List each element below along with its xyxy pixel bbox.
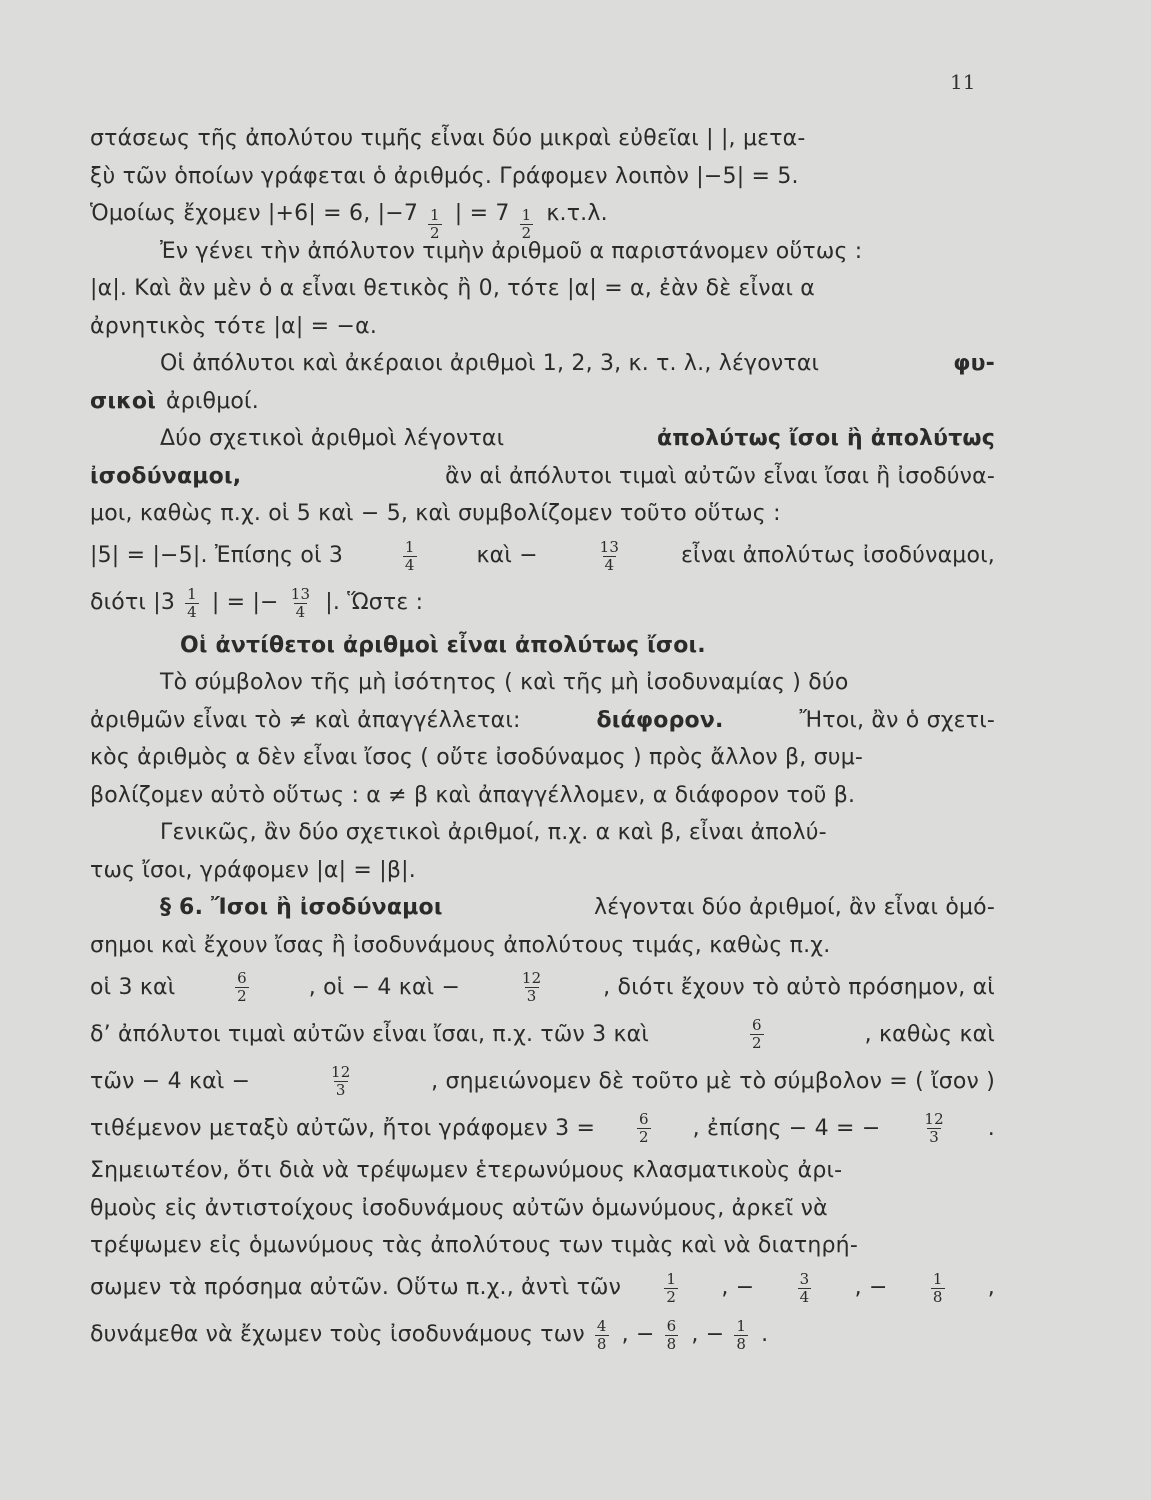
text-line: δυνάμεθα νὰ ἔχωμεν τοὺς ἰσοδυνάμους των $\frac{4}{8}$ , − $\frac{6}{8}$ , − $\frac{1}{8}$ . <box>90 1316 769 1353</box>
fraction: $\frac{1}{2}$ <box>521 206 532 242</box>
text-line: στάσεως τῆς ἀπολύτου τιμῆς εἶναι δύο μικραὶ εὐθεῖαι | |, μετα- <box>90 126 806 151</box>
fraction: $\frac{12}{3}$ <box>521 969 542 1005</box>
fraction: $\frac{12}{3}$ <box>330 1063 351 1099</box>
fraction: $\frac{6}{2}$ <box>639 1110 649 1146</box>
text-line: Δύο σχετικοὶ ἀριθμοὶ λέγονται ἀπολύτως ἴσοι ἢ ἀπολύτως <box>90 420 995 458</box>
page-number: 11 <box>950 70 976 94</box>
fraction: $\frac{1}{8}$ <box>736 1316 747 1353</box>
fraction: $\frac{4}{8}$ <box>596 1316 607 1353</box>
text-line: θμοὺς εἰς ἀντιστοίχους ἰσοδυνάμους αὐτῶν ὁμωνύμους, ἀρκεῖ νὰ <box>90 1195 828 1221</box>
text-line: τιθέμενον μεταξὺ αὐτῶν, ἤτοι γράφομεν 3 = $\frac{6}{2}$ , ἐπίσης − 4 = − $\frac{12}{3}$ . <box>90 1110 995 1146</box>
fraction: $\frac{6}{8}$ <box>666 1316 677 1353</box>
fraction: $\frac{1}{8}$ <box>932 1269 943 1306</box>
text-line: Σημειωτέον, ὅτι διὰ νὰ τρέψωμεν ἑτερωνύμους κλασματικοὺς ἀρι- <box>90 1158 843 1183</box>
text-line: Ὁμοίως ἔχομεν |+6| = 6, |−7 $\frac{1}{2}$ | = 7 $\frac{1}{2}$ κ.τ.λ. <box>90 201 608 242</box>
text-line: |α|. Καὶ ἂν μὲν ὁ α εἶναι θετικὸς ἢ 0, τότε |α| = α, ἐὰν δὲ εἶναι α <box>90 276 815 301</box>
text-line: σικοὶ ἀριθμοί. <box>90 383 995 421</box>
text-line: ἀρνητικὸς τότε |α| = −α. <box>90 313 378 339</box>
text-line: ξὺ τῶν ὁποίων γράφεται ὁ ἀριθμός. Γράφομεν λοιπὸν |−5| = 5. <box>90 163 799 189</box>
text-line: Τὸ σύμβολον τῆς μὴ ἰσότητος ( καὶ τῆς μὴ ἰσοδυναμίας ) δύο <box>160 670 849 695</box>
fraction: $\frac{1}{4}$ <box>187 584 197 621</box>
fraction: $\frac{6}{2}$ <box>237 969 247 1005</box>
fraction: $\frac{1}{2}$ <box>666 1269 677 1306</box>
text-line: Οἱ ἀπόλυτοι καὶ ἀκέραιοι ἀριθμοὶ 1, 2, 3, κ. τ. λ., λέγονται φυ- <box>90 345 995 383</box>
text-line: μοι, καθὼς π.χ. οἱ 5 καὶ − 5, καὶ συμβολίζομεν τοῦτο οὕτως : <box>90 501 781 526</box>
page-body <box>90 120 995 1359</box>
bold-term: διάφορον. <box>596 707 724 733</box>
theorem-line: Οἱ ἀντίθετοι ἀριθμοὶ εἶναι ἀπολύτως ἴσοι. <box>180 632 706 658</box>
text-line: κὸς ἀριθμὸς α δὲν εἶναι ἴσος ( οὔτε ἰσοδύναμος ) πρὸς ἄλλον β, συμ- <box>90 745 864 770</box>
bold-term: σικοὶ <box>90 388 157 414</box>
text-line: τῶν − 4 καὶ − $\frac{12}{3}$ , σημειώνομεν δὲ τοῦτο μὲ τὸ σύμβολον = ( ἴσον ) <box>90 1063 995 1099</box>
text-line: σημοι καὶ ἔχουν ἴσας ἢ ἰσοδυνάμους ἀπολύτους τιμάς, καθὼς π.χ. <box>90 932 831 958</box>
fraction: $\frac{13}{4}$ <box>290 584 311 621</box>
fraction: $\frac{3}{4}$ <box>799 1269 810 1306</box>
text-line: Ἐν γένει τὴν ἀπόλυτον τιμὴν ἀριθμοῦ α παριστάνομεν οὕτως : <box>160 238 863 264</box>
fraction: $\frac{1}{4}$ <box>404 537 415 574</box>
text-line: δ’ ἀπόλυτοι τιμαὶ αὐτῶν εἶναι ἴσαι, π.χ. τῶν 3 καὶ $\frac{6}{2}$ , καθὼς καὶ <box>90 1016 995 1052</box>
text-line: ἀριθμῶν εἶναι τὸ ≠ καὶ ἀπαγγέλλεται: διάφορον. Ἤτοι, ἂν ὁ σχετι- <box>90 702 995 740</box>
bold-term: ἰσοδύναμοι, <box>90 463 242 489</box>
section-heading: § 6. Ἴσοι ἢ ἰσοδύναμοι <box>160 895 443 920</box>
text-line: τρέψωμεν εἰς ὁμωνύμους τὰς ἀπολύτους των τιμὰς καὶ νὰ διατηρή- <box>90 1233 858 1258</box>
text-line: ἰσοδύναμοι, ἂν αἱ ἀπόλυτοι τιμαὶ αὐτῶν εἶναι ἴσαι ἢ ἰσοδύνα- <box>90 458 995 496</box>
text-line: οἱ 3 καὶ $\frac{6}{2}$ , οἱ − 4 καὶ − $\frac{12}{3}$ , διότι ἔχουν τὸ αὐτὸ πρόσημον, αἱ <box>90 969 995 1005</box>
text-line: διότι |3 $\frac{1}{4}$ | = |− $\frac{13}{4}$ |. Ὥστε : <box>90 584 424 621</box>
text-line: |5| = |−5|. Ἐπίσης οἱ 3 $\frac{1}{4}$ καὶ − $\frac{13}{4}$ εἶναι ἀπολύτως ἰσοδύναμοι, <box>90 537 995 574</box>
bold-term: ἀπολύτως ἴσοι ἢ ἀπολύτως <box>656 426 995 451</box>
text-line: βολίζομεν αὐτὸ οὕτως : α ≠ β καὶ ἀπαγγέλλομεν, α διάφορον τοῦ β. <box>90 782 856 808</box>
text-line: τως ἴσοι, γράφομεν |α| = |β|. <box>90 857 416 883</box>
bold-term: φυ- <box>953 351 995 376</box>
fraction: $\frac{6}{2}$ <box>751 1016 762 1052</box>
fraction: $\frac{13}{4}$ <box>599 537 620 574</box>
section-heading-line: § 6. Ἴσοι ἢ ἰσοδύναμοι λέγονται δύο ἀριθμοί, ἂν εἶναι ὁμό- <box>90 889 995 927</box>
text-line: σωμεν τὰ πρόσημα αὐτῶν. Οὕτω π.χ., ἀντὶ τῶν $\frac{1}{2}$ , − $\frac{3}{4}$ , − $\frac{1}{8}$ , <box>90 1269 995 1306</box>
fraction: $\frac{12}{3}$ <box>924 1110 944 1146</box>
fraction: $\frac{1}{2}$ <box>430 206 440 242</box>
text-line: Γενικῶς, ἂν δύο σχετικοὶ ἀριθμοί, π.χ. α καὶ β, εἶναι ἀπολύ- <box>160 820 827 845</box>
